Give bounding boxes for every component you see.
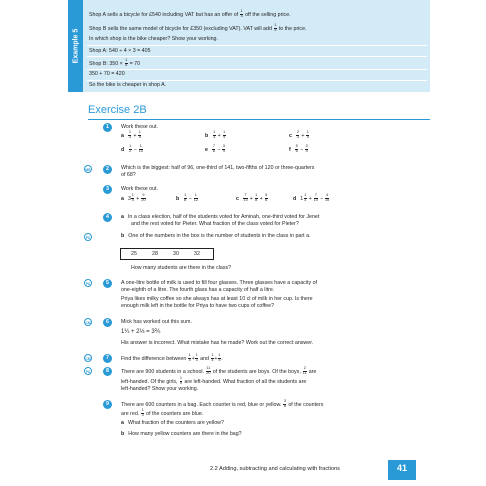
fraction: $\frac{2}{3}$ xyxy=(296,130,299,139)
working-text: = 70 xyxy=(129,60,141,67)
box-number: 28 xyxy=(152,251,158,257)
q2-line-1: Which is the biggest: half of 96, one-third of 141, two-fifths of 120 or three-quarters xyxy=(121,165,315,171)
mr-badge: MR xyxy=(84,165,92,173)
operator: + xyxy=(258,195,265,202)
fraction: $\frac{7}{10}$ xyxy=(313,193,318,202)
fraction: $\frac{1}{2}$ xyxy=(129,144,132,153)
q4b-line: b One of the numbers in the box is the number of students in the class in part a. xyxy=(121,233,311,239)
operator: − xyxy=(215,146,222,153)
example-question-line-1 xyxy=(89,10,291,19)
operator: + xyxy=(248,195,255,202)
q3-intro: Work these out. xyxy=(121,186,158,192)
divider xyxy=(87,56,427,57)
q5-line-1: A one-litre bottle of milk is used to fill four glasses. Three glasses have a capacity of xyxy=(121,280,317,286)
divider xyxy=(87,80,427,81)
example-tab-label: Example 5 xyxy=(72,28,79,64)
operator: − xyxy=(298,146,305,153)
fraction: $\frac{1}{3}$ xyxy=(304,193,307,202)
box-number: 25 xyxy=(131,251,137,257)
q9-line-1: There are 600 counters in a bag. Each counter is red, blue or yellow. $\frac{3}{8}$ of the counters xyxy=(121,399,324,408)
fraction: $\frac{4}{15}$ xyxy=(324,193,330,202)
working-line-2 xyxy=(89,59,140,68)
q8-text: There are 900 students in a school. xyxy=(121,368,205,375)
q3-part-c xyxy=(236,194,268,203)
exercise-rule xyxy=(88,119,430,120)
question-number: 5 xyxy=(103,279,112,288)
operator: − xyxy=(187,195,194,202)
fraction: $\frac{1}{8}$ xyxy=(255,193,258,202)
fraction: $\frac{7}{8}$ xyxy=(212,144,215,153)
part-label: e xyxy=(205,146,208,153)
question-number: 1 xyxy=(103,123,112,132)
q1-part-a xyxy=(121,131,142,140)
box-number: 30 xyxy=(173,251,179,257)
cm-badge: CM xyxy=(84,354,92,362)
cm-badge: CM xyxy=(84,318,92,326)
part-label: c xyxy=(289,132,292,139)
divider xyxy=(87,69,427,70)
example-text: Shop A sells a bicycle for £540 including VAT but has an offer of xyxy=(89,11,239,18)
part-label: a xyxy=(121,195,124,202)
fraction: $\frac{7}{10}$ xyxy=(243,193,248,202)
operator: − xyxy=(132,146,139,153)
part-label: c xyxy=(236,195,239,202)
working-text: Shop B: 350 × xyxy=(89,60,123,67)
ps-badge: PS xyxy=(84,233,92,241)
q8-text: left-handed. Of the girls, xyxy=(121,378,178,385)
q1-parts xyxy=(121,131,421,163)
part-label: f xyxy=(289,146,291,153)
divider xyxy=(87,45,427,46)
working-line-4: So the bike is cheaper in shop A. xyxy=(89,82,167,88)
q3-part-d xyxy=(293,194,330,203)
working-line-3: 350 + 70 = 420 xyxy=(89,71,125,77)
fraction: $\frac{3}{4}$ xyxy=(222,144,225,153)
q7-and: and xyxy=(200,355,209,362)
working-line-1: Shop A: 540 ÷ 4 × 3 = 405 xyxy=(89,48,151,54)
example-tab xyxy=(68,0,83,92)
page-number: 41 xyxy=(396,463,407,473)
q4a-line-2: and the rest voted for Pieter. What fraction of the class voted for Pieter? xyxy=(131,221,299,227)
question-number: 3 xyxy=(103,185,112,194)
fraction: $\frac{1}{5}$ xyxy=(274,23,277,32)
operator: − xyxy=(318,195,325,202)
part-label: b xyxy=(176,195,180,202)
q4b-question: How many students are there in the class? xyxy=(131,265,232,271)
q1-intro: Work these out. xyxy=(121,124,158,130)
ps-badge: PS xyxy=(84,367,92,375)
q9-text: There are 600 counters in a bag. Each counter is red, blue or yellow. xyxy=(121,401,282,408)
example-text: Shop B sells the same model of bicycle for £350 (excluding VAT). VAT will add xyxy=(89,25,272,32)
q7-line: Find the difference between $\frac{1}{4}$ + $\frac{1}{3}$ and $\frac{1}{4}$ + $\frac{1}{5}$ . xyxy=(121,353,223,362)
operator: + xyxy=(131,132,138,139)
fraction: $\frac{9}{20}$ xyxy=(141,193,146,202)
fraction: $\frac{1}{4}$ xyxy=(306,130,309,139)
q9a-line: a What fraction of the counters are yellow? xyxy=(121,420,224,426)
fraction: $\frac{1}{4}$ xyxy=(223,130,226,139)
fraction: $\frac{1}{4}$ xyxy=(131,193,134,202)
question-number: 8 xyxy=(103,367,112,376)
ps-badge: PS xyxy=(84,279,92,287)
q6-question: His answer is incorrect. What mistake has he made? Work out the correct answer. xyxy=(121,340,314,346)
section-footer: 2.2 Adding, subtracting and calculating with fractions xyxy=(210,466,340,472)
question-number: 9 xyxy=(103,400,112,409)
q3-part-b xyxy=(176,194,198,203)
example-text: to the price. xyxy=(278,25,307,32)
question-number: 6 xyxy=(103,318,112,327)
q9-text: are red. xyxy=(121,410,140,417)
q9b-text: How many yellow counters are there in the bag? xyxy=(128,431,242,437)
q5-line-4: enough milk left in the bottle for Priya to have two cups of coffee? xyxy=(121,303,275,309)
whole-number: 1 xyxy=(300,195,304,202)
q7-text: Find the difference between xyxy=(121,355,187,362)
q9b-line: b How many yellow counters are there in the bag? xyxy=(121,431,242,437)
q8-line-2: left-handed. Of the girls, $\frac{1}{9}$ are left-handed. What fraction of all the students are xyxy=(121,376,307,385)
example-text: off the selling price. xyxy=(245,11,291,18)
q9-line-2: are red. $\frac{1}{3}$ of the counters are blue. xyxy=(121,408,204,417)
question-number: 4 xyxy=(103,213,112,222)
q8-text: are left-handed. What fraction of all the students are xyxy=(184,378,307,385)
q1-part-b xyxy=(205,131,226,140)
fraction: $\frac{5}{6}$ xyxy=(295,144,298,153)
operator: + xyxy=(307,195,314,202)
q9a-text: What fraction of the counters are yellow? xyxy=(127,420,224,426)
question-number: 2 xyxy=(103,165,112,174)
q1-part-f xyxy=(289,145,309,154)
fraction: $\frac{1}{5}$ xyxy=(125,58,128,67)
example-question-line-2 xyxy=(89,24,307,33)
part-label: a xyxy=(121,132,124,139)
q1-part-c xyxy=(289,131,310,140)
part-label: d xyxy=(121,146,125,153)
q8-line-1: There are 900 students in a school. $\frac{11}{20}$ of the students are boys. Of the boys, $\frac{2}{11}$ are xyxy=(121,366,317,375)
q3-part-a xyxy=(121,194,146,203)
question-number: 7 xyxy=(103,354,112,363)
fraction: $\frac{5}{6}$ xyxy=(265,193,268,202)
q4a-text: In a class election, half of the students voted for Aminah, one-third voted for Jenet xyxy=(127,214,320,220)
operator: + xyxy=(216,132,223,139)
fraction: $\frac{1}{8}$ xyxy=(184,193,187,202)
q6-intro: Mick has worked out this sum. xyxy=(121,319,192,325)
whole-number: 3 xyxy=(127,195,131,202)
numbers-box xyxy=(120,248,214,260)
example-question-line-3: In which shop is the bike cheaper? Show your working. xyxy=(89,36,218,42)
operator: + xyxy=(299,132,306,139)
q3-parts xyxy=(121,194,421,206)
q8-line-3: left-handed? Show your working. xyxy=(121,386,199,392)
part-label: b xyxy=(205,132,209,139)
fraction: $\frac{3}{4}$ xyxy=(305,144,308,153)
q4a-line-1: a In a class election, half of the students voted for Aminah, one-third voted for Jenet xyxy=(121,214,320,220)
q8-text: are xyxy=(308,368,317,375)
fraction: $\frac{1}{10}$ xyxy=(138,144,143,153)
exercise-title: Exercise 2B xyxy=(88,104,147,116)
q5-line-3: Priya likes milky coffee so she always has at least 10 cl of milk in her cup. Is there xyxy=(121,296,313,302)
q5-line-2: one-eighth of a litre. The fourth glass has a capacity of half a litre. xyxy=(121,287,275,293)
q1-part-d xyxy=(121,145,143,154)
q6-sum: 1¼ + 2⅓ = 3⅖ xyxy=(121,329,161,335)
fraction: $\frac{1}{3}$ xyxy=(128,130,131,139)
q9-text: of the counters are blue. xyxy=(146,410,204,417)
fraction: $\frac{1}{3}$ xyxy=(213,130,216,139)
operator: + xyxy=(134,195,141,202)
q4b-text: One of the numbers in the box is the number of students in the class in part a. xyxy=(128,233,311,239)
q8-text: of the students are boys. Of the boys, xyxy=(212,368,301,375)
fraction: $\frac{1}{5}$ xyxy=(138,130,141,139)
part-label: d xyxy=(293,195,297,202)
box-number: 32 xyxy=(194,251,200,257)
q9-text: of the counters xyxy=(288,401,324,408)
fraction: $\frac{1}{12}$ xyxy=(193,193,198,202)
q1-part-e xyxy=(205,145,226,154)
q2-line-2: of 68? xyxy=(121,172,136,178)
fraction: $\frac{1}{4}$ xyxy=(240,9,243,18)
